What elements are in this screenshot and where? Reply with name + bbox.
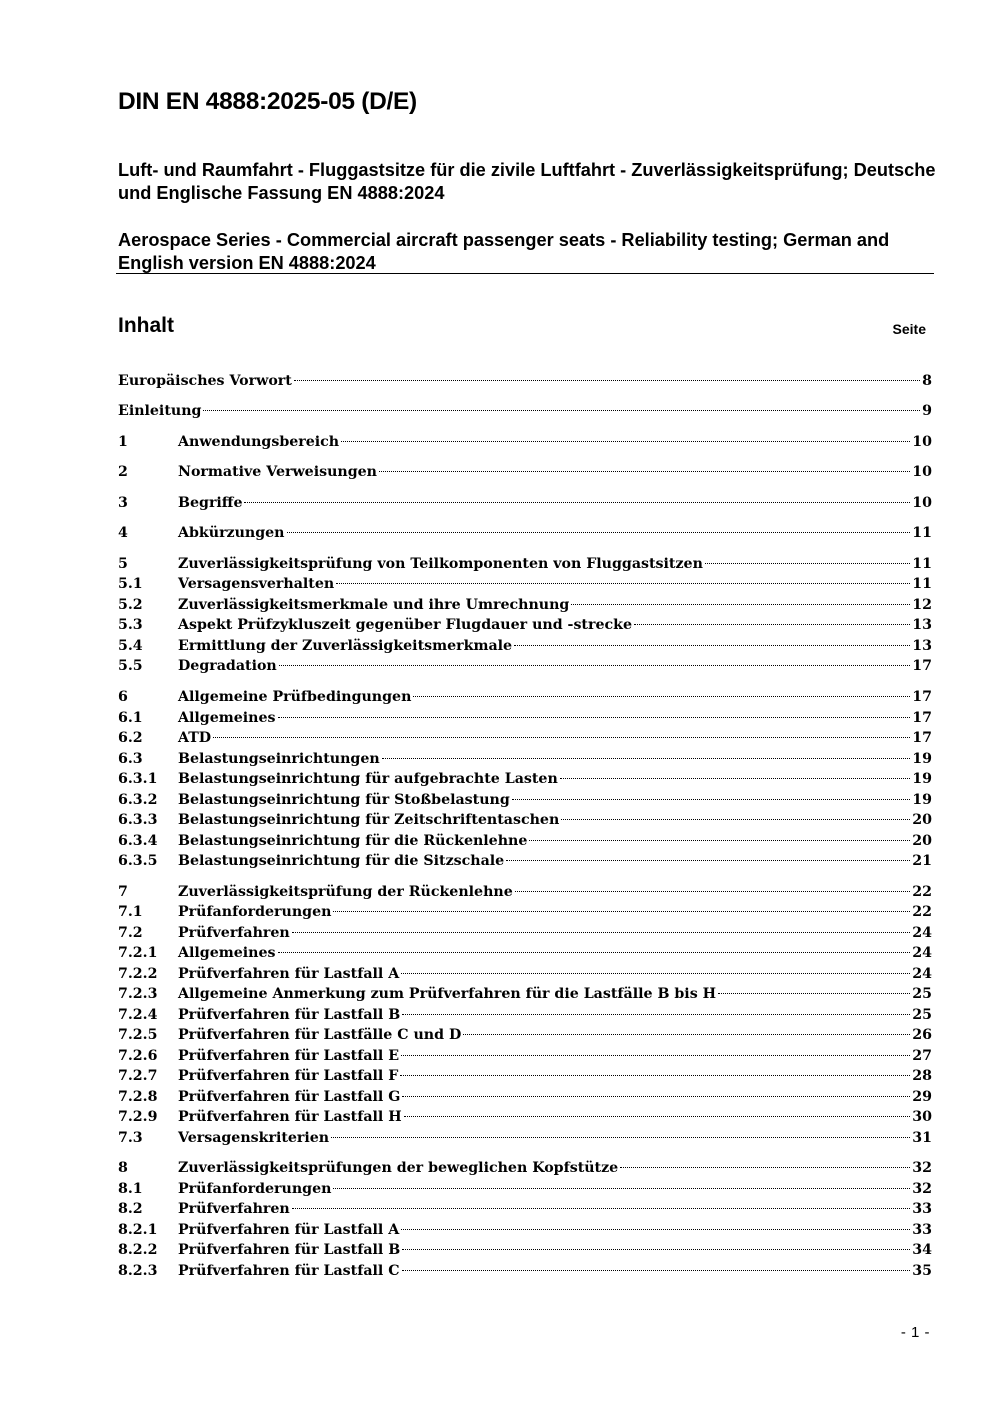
toc-entry-page: 11 <box>912 525 932 541</box>
toc-entry-page: 13 <box>912 617 932 633</box>
toc-entry-number: 5.1 <box>118 576 143 592</box>
toc-entry-title: Prüfverfahren für Lastfall H <box>178 1109 402 1125</box>
toc-entry-title: Belastungseinrichtungen <box>178 751 380 767</box>
toc-entry[interactable] <box>118 708 932 728</box>
toc-entry[interactable] <box>118 882 932 902</box>
toc-entry-page: 32 <box>912 1181 932 1197</box>
toc-entry[interactable] <box>118 1128 932 1148</box>
toc-entry-number: 6.3.4 <box>118 833 158 849</box>
toc-entry-title: Ermittlung der Zuverlässigkeitsmerkmale <box>178 638 513 654</box>
toc-entry-title: Prüfverfahren für Lastfall F <box>178 1068 399 1084</box>
toc-entry[interactable] <box>118 1107 932 1127</box>
toc-entry-number: 7.2.1 <box>118 945 158 961</box>
toc-entry[interactable] <box>118 432 932 452</box>
toc-entry-title: Prüfverfahren für Lastfall C <box>178 1263 400 1279</box>
toc-entry-title: Prüfverfahren für Lastfall B <box>178 1007 401 1023</box>
toc-entry-title: Zuverlässigkeitsmerkmale und ihre Umrechnung <box>178 597 570 613</box>
toc-entry-page: 24 <box>912 925 932 941</box>
toc-entry-leader-dots <box>402 1096 910 1097</box>
toc-entry-page: 30 <box>912 1109 932 1125</box>
toc-entry-leader-dots <box>401 1229 910 1230</box>
toc-entry[interactable] <box>118 790 932 810</box>
toc-entry[interactable] <box>118 851 932 871</box>
toc-entry-number: 8.2.2 <box>118 1242 158 1258</box>
toc-entry-page: 19 <box>912 771 932 787</box>
toc-entry-leader-dots <box>404 1116 911 1117</box>
toc-entry-number: 6.1 <box>118 710 143 726</box>
toc-entry-title: Prüfverfahren für Lastfälle C und D <box>178 1027 462 1043</box>
toc-entry-number: 8.2.1 <box>118 1222 158 1238</box>
toc-entry-title: Degradation <box>178 658 277 674</box>
toc-entry-leader-dots <box>336 583 910 584</box>
toc-entry-leader-dots <box>287 532 911 533</box>
toc-entry-leader-dots <box>529 840 910 841</box>
toc-entry-number: 8 <box>118 1160 128 1176</box>
toc-entry-number: 7.2 <box>118 925 143 941</box>
toc-entry[interactable] <box>118 831 932 851</box>
document-subtitle-german: Luft- und Raumfahrt - Fluggastsitze für die zivile Luftfahrt - Zuverlässigkeitsprüfung; Deutsche und Englische Fassung EN 4888:2024 <box>118 160 936 203</box>
toc-entry-page: 17 <box>912 689 932 705</box>
toc-entry-title: Belastungseinrichtung für die Sitzschale <box>178 853 505 869</box>
toc-entry-leader-dots <box>413 696 910 697</box>
toc-entry[interactable] <box>118 1005 932 1025</box>
toc-entry-number: 7.1 <box>118 904 143 920</box>
toc-entry-leader-dots <box>278 717 911 718</box>
toc-entry-number: 8.2.3 <box>118 1263 158 1279</box>
toc-entry[interactable] <box>118 615 932 635</box>
toc-entry[interactable] <box>118 493 932 513</box>
toc-entry-number: 7.2.8 <box>118 1089 158 1105</box>
toc-entry-number: 8.2 <box>118 1201 143 1217</box>
toc-entry-title: Aspekt Prüfzykluszeit gegenüber Flugdauer und -strecke <box>178 617 632 633</box>
toc-entry-title: Normative Verweisungen <box>178 464 377 480</box>
toc-entry-page: 22 <box>912 884 932 900</box>
toc-entry[interactable] <box>118 749 932 769</box>
toc-entry-leader-dots <box>341 441 910 442</box>
toc-entry[interactable] <box>118 1220 932 1240</box>
toc-entry-leader-dots <box>402 1270 911 1271</box>
toc-entry-page: 25 <box>912 986 932 1002</box>
toc-entry-number: 5.2 <box>118 597 143 613</box>
toc-entry-leader-dots <box>705 563 910 564</box>
toc-entry-leader-dots <box>244 502 910 503</box>
toc-entry[interactable] <box>118 1158 932 1178</box>
toc-entry-leader-dots <box>506 860 910 861</box>
toc-entry-number: 7.2.9 <box>118 1109 158 1125</box>
toc-entry-number: 7.2.4 <box>118 1007 158 1023</box>
toc-entry-number: 4 <box>118 525 128 541</box>
toc-entry-title: Zuverlässigkeitsprüfungen der beweglichen Kopfstütze <box>178 1160 619 1176</box>
toc-entry-number: 7.2.2 <box>118 966 158 982</box>
toc-entry-number: 6.3.1 <box>118 771 158 787</box>
toc-entry-leader-dots <box>279 665 910 666</box>
toc-heading: Inhalt <box>118 314 174 337</box>
toc-entry[interactable] <box>118 1066 932 1086</box>
toc-entry-title: Belastungseinrichtung für die Rückenlehne <box>178 833 528 849</box>
toc-entry[interactable] <box>118 984 932 1004</box>
toc-entry-title: Prüfverfahren für Lastfall A <box>178 1222 400 1238</box>
toc-entry-title: Versagensverhalten <box>178 576 335 592</box>
toc-entry-leader-dots <box>379 471 910 472</box>
toc-entry-number: 6.3.2 <box>118 792 158 808</box>
toc-entry-page: 12 <box>912 597 932 613</box>
toc-entry-leader-dots <box>292 1208 911 1209</box>
toc-entry-leader-dots <box>514 645 910 646</box>
toc-entry-title: Zuverlässigkeitsprüfung von Teilkomponenten von Fluggastsitzen <box>178 556 703 572</box>
toc-entry-title: Abkürzungen <box>178 525 285 541</box>
toc-entry-page: 22 <box>912 904 932 920</box>
toc-entry-leader-dots <box>401 1055 910 1056</box>
toc-entry-page: 35 <box>912 1263 932 1279</box>
toc-entry-page: 24 <box>912 945 932 961</box>
toc-entry-page: 27 <box>912 1048 932 1064</box>
toc-entry[interactable] <box>118 462 932 482</box>
toc-entry[interactable] <box>118 401 932 421</box>
toc-entry-page: 24 <box>912 966 932 982</box>
toc-entry-number: 7.2.7 <box>118 1068 158 1084</box>
toc-entry-page: 28 <box>912 1068 932 1084</box>
toc-entry-title: Allgemeine Anmerkung zum Prüfverfahren für die Lastfälle B bis H <box>178 986 717 1002</box>
toc-entry[interactable] <box>118 810 932 830</box>
toc-entry-number: 7 <box>118 884 128 900</box>
toc-entry[interactable] <box>118 943 932 963</box>
page-number: - 1 - <box>900 1324 930 1341</box>
toc-entry-title: Prüfverfahren <box>178 1201 290 1217</box>
toc-entry-leader-dots <box>401 973 910 974</box>
toc-entry-title: Allgemeines <box>178 710 276 726</box>
toc-entry-title: Zuverlässigkeitsprüfung der Rückenlehne <box>178 884 513 900</box>
toc-entry-leader-dots <box>634 624 910 625</box>
toc-entry[interactable] <box>118 1025 932 1045</box>
toc-entry[interactable] <box>118 574 932 594</box>
toc-entry[interactable] <box>118 902 932 922</box>
toc-entry-title: Versagenskriterien <box>178 1130 330 1146</box>
toc-entry-title: Prüfverfahren für Lastfall E <box>178 1048 400 1064</box>
toc-entry-leader-dots <box>333 1188 910 1189</box>
toc-entry-number: 3 <box>118 495 128 511</box>
toc-entry-leader-dots <box>333 911 910 912</box>
toc-entry-title: ATD <box>178 730 212 746</box>
toc-entry-number: 5.3 <box>118 617 143 633</box>
toc-entry-page: 34 <box>912 1242 932 1258</box>
toc-entry[interactable] <box>118 964 932 984</box>
toc-entry-leader-dots <box>278 952 911 953</box>
toc-entry-page: 10 <box>912 434 932 450</box>
toc-entry-number: 8.1 <box>118 1181 143 1197</box>
title-divider <box>116 273 934 274</box>
toc-entry-number: 7.2.5 <box>118 1027 158 1043</box>
toc-entry-title: Belastungseinrichtung für aufgebrachte Lasten <box>178 771 558 787</box>
toc-entry-number: 6.2 <box>118 730 143 746</box>
toc-entry-title: Belastungseinrichtung für Zeitschriftentaschen <box>178 812 560 828</box>
toc-entry-title: Begriffe <box>178 495 243 511</box>
toc-entry-page: 9 <box>922 403 932 419</box>
toc-entry-page: 20 <box>912 833 932 849</box>
toc-entry-leader-dots <box>512 799 910 800</box>
toc-entry-title: Allgemeines <box>178 945 276 961</box>
toc-entry[interactable] <box>118 728 932 748</box>
toc-entry[interactable] <box>118 1261 932 1281</box>
toc-entry-title: Prüfverfahren für Lastfall A <box>178 966 400 982</box>
toc-entry-page: 10 <box>912 464 932 480</box>
toc-entry-title: Prüfanforderungen <box>178 1181 332 1197</box>
toc-entry-title: Allgemeine Prüfbedingungen <box>178 689 412 705</box>
toc-entry[interactable] <box>118 687 932 707</box>
toc-entry-title: Prüfverfahren <box>178 925 290 941</box>
toc-entry-number: 1 <box>118 434 128 450</box>
toc-entry-page: 17 <box>912 658 932 674</box>
toc-page-column-label: Seite <box>892 321 926 337</box>
toc-entry-number: 2 <box>118 464 128 480</box>
document-subtitle-english: Aerospace Series - Commercial aircraft passenger seats - Reliability testing; German and English version EN 4888:2024 <box>118 230 890 273</box>
toc-entry-page: 21 <box>912 853 932 869</box>
toc-entry[interactable] <box>118 1179 932 1199</box>
toc-entry-title: Einleitung <box>118 403 202 419</box>
toc-entry[interactable] <box>118 923 932 943</box>
toc-entry-page: 32 <box>912 1160 932 1176</box>
toc-entry-page: 19 <box>912 751 932 767</box>
toc-entry-page: 17 <box>912 730 932 746</box>
toc-entry-leader-dots <box>620 1167 910 1168</box>
toc-entry-leader-dots <box>213 737 910 738</box>
toc-entry-leader-dots <box>400 1075 910 1076</box>
toc-entry-leader-dots <box>331 1137 910 1138</box>
toc-entry-page: 8 <box>922 373 932 389</box>
toc-entry-leader-dots <box>382 758 911 759</box>
toc-entry[interactable] <box>118 1087 932 1107</box>
toc-entry-number: 5.4 <box>118 638 143 654</box>
toc-entry-leader-dots <box>463 1034 910 1035</box>
toc-entry-title: Prüfverfahren für Lastfall G <box>178 1089 401 1105</box>
toc-entry-page: 31 <box>912 1130 932 1146</box>
toc-entry-leader-dots <box>402 1014 910 1015</box>
toc-entry[interactable] <box>118 523 932 543</box>
toc-entry-leader-dots <box>294 380 920 381</box>
toc-entry-page: 29 <box>912 1089 932 1105</box>
toc-entry-leader-dots <box>292 932 911 933</box>
toc-entry-number: 6 <box>118 689 128 705</box>
toc-entry-leader-dots <box>560 778 910 779</box>
toc-entry-title: Europäisches Vorwort <box>118 373 292 389</box>
toc-entry[interactable] <box>118 1046 932 1066</box>
toc-entry-page: 20 <box>912 812 932 828</box>
toc-entry-page: 10 <box>912 495 932 511</box>
toc-entry-leader-dots <box>561 819 910 820</box>
toc-entry-page: 11 <box>912 556 932 572</box>
toc-entry-number: 7.3 <box>118 1130 143 1146</box>
toc-entry[interactable] <box>118 554 932 574</box>
toc-entry-number: 5 <box>118 556 128 572</box>
toc-entry-leader-dots <box>203 410 920 411</box>
toc-entry-page: 33 <box>912 1201 932 1217</box>
toc-entry-number: 5.5 <box>118 658 143 674</box>
toc-entry-page: 11 <box>912 576 932 592</box>
toc-entry-page: 26 <box>912 1027 932 1043</box>
toc-entry[interactable] <box>118 769 932 789</box>
toc-entry-title: Belastungseinrichtung für Stoßbelastung <box>178 792 510 808</box>
toc-entry[interactable] <box>118 636 932 656</box>
toc-entry-page: 33 <box>912 1222 932 1238</box>
toc-entry-title: Prüfverfahren für Lastfall B <box>178 1242 401 1258</box>
toc-entry-leader-dots <box>402 1249 910 1250</box>
toc-entry[interactable] <box>118 1199 932 1219</box>
toc-entry[interactable] <box>118 595 932 615</box>
toc-entry-number: 7.2.3 <box>118 986 158 1002</box>
toc-entry-title: Prüfanforderungen <box>178 904 332 920</box>
toc-entry[interactable] <box>118 1240 932 1260</box>
toc-entry-page: 19 <box>912 792 932 808</box>
toc-entry-leader-dots <box>571 604 910 605</box>
toc-entry-number: 7.2.6 <box>118 1048 158 1064</box>
toc-entry[interactable] <box>118 656 932 676</box>
toc-entry-leader-dots <box>515 891 911 892</box>
document-title: DIN EN 4888:2025-05 (D/E) <box>118 88 417 115</box>
toc-entry-number: 6.3.5 <box>118 853 158 869</box>
toc-entry-number: 6.3 <box>118 751 143 767</box>
toc-entry-page: 17 <box>912 710 932 726</box>
toc-entry-page: 13 <box>912 638 932 654</box>
toc-entry-page: 25 <box>912 1007 932 1023</box>
toc-entry-title: Anwendungsbereich <box>178 434 340 450</box>
toc-entry-number: 6.3.3 <box>118 812 158 828</box>
toc-entry-leader-dots <box>718 993 910 994</box>
toc-entry[interactable] <box>118 371 932 391</box>
